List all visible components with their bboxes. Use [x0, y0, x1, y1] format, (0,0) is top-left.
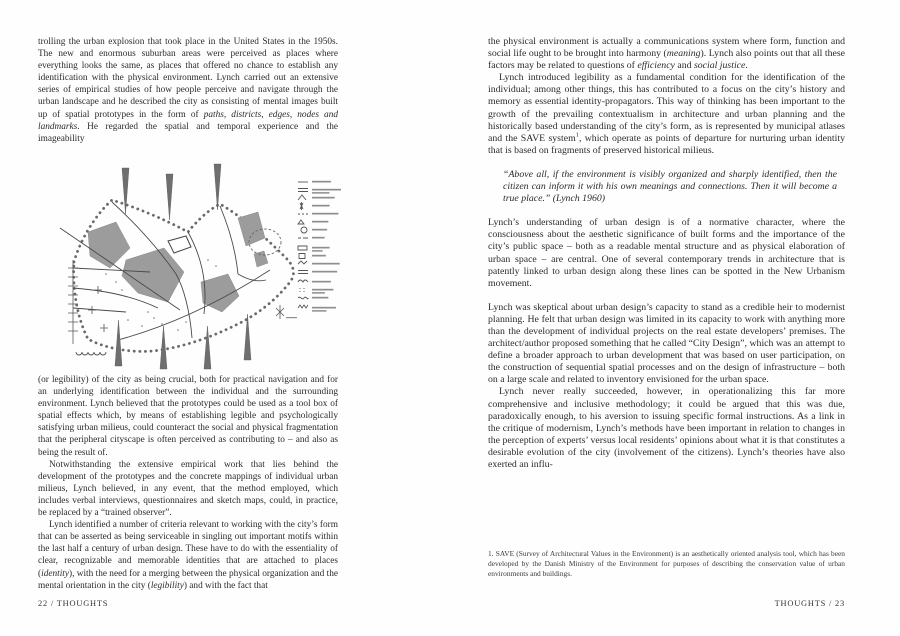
paragraph: Notwithstanding the extensive empirical work that lies behind the development of the prototypes and the concrete mappings of individual urban milieus, Lynch believed, in any event, that the method employed, which includes verbal interviews, questionnaires and sketch maps, could, in practice, be replaced by a “trained observer”.	[38, 459, 338, 519]
sketch-map-figure	[58, 162, 343, 370]
right-page-footer: THOUGHTS / 23	[774, 599, 845, 608]
paragraph: Lynch’s understanding of urban design is of a normative character, where the consciousness about the aesthetic significance of built forms and the importance of the city’s public space – both as a readable mental structure and as physical elaboration of urban space – are central. One of several contemporary trends in architecture that is patently linked to urban design along these lines can be spotted in the New Urbanism movement.	[488, 217, 845, 289]
right-page-column	[488, 36, 845, 471]
paragraph: the physical environment is actually a communications system where form, function and social life ought to be brought into harmony (meaning). Lynch also points out that all these factors may be related to questions of efficiency and social justice.	[488, 36, 845, 72]
left-page-footer: 22 / THOUGHTS	[38, 599, 109, 608]
paragraph: Lynch identified a number of criteria relevant to working with the city’s form that can be asserted as being serviceable in singling out important motifs within the last half a century of urban design. These have to do with the essentiality of clear, recognizable and memorable identities that are attached to places (identity), with the need for a merging between the physical organization and the mental orientation in the city (legibility) and with the fact that	[38, 520, 338, 591]
paragraph: Lynch never really succeeded, however, in operationalizing this far more comprehensive and inclusive methodology; it could be argued that this was due, paradoxically enough, to his aversion to issuing specific formal instructions. As a link in the critique of modernism, Lynch’s methods have been important in relation to changes in the perception of experts’ versus local residents’ opinions about what it is that constitutes a desirable evolution of the city (involvement of the citizens). Lynch’s theories have also exerted an influ-	[488, 386, 845, 470]
footnote: 1. SAVE (Survey of Architectural Values in the Environment) is an aesthetically oriented analysis tool, which has been developed by the Danish Ministry of the Environment for purposes of describing the conservation value of urban environments and buildings.	[488, 549, 845, 578]
left-page-column-top	[38, 36, 338, 145]
left-page-column-bottom	[38, 374, 338, 592]
map-edge-hatching	[68, 260, 78, 344]
paragraph: Lynch was skeptical about urban design’s capacity to stand as a credible heir to modernist planning. He felt that urban design was limited in its capacity to work with anything more than the development of individual projects on the real estate developers’ premises. The architect/author proposed something that he called “City Design”, which was an attempt to define a broader approach to urban development that was based on user participation, on the construction of sequential spatial processes and on the design of infrastructure – both on a large scale and related to inventory envisioned for the urban space.	[488, 301, 845, 386]
map-compass-icon	[276, 305, 297, 319]
paragraph: Lynch introduced legibility as a fundamental condition for the identification of the individual; among other things, this has contributed to a focus on the city’s history and memory as essential identity-propagators. This way of thinking has been important to the growth of the prevailing contextualism in architecture and urban planning and the historically based understanding of the city’s form, as is represented by municipal atlases and the SAVE system$^1$, which operate as points of departure for nurturing urban identity that is based on fragments of preserved historical milieus.	[488, 72, 845, 156]
map-legend	[298, 181, 341, 312]
block-quote: “Above all, if the environment is visibly organized and sharply identified, then the citizen can inform it with his own meanings and connections. Then it will become a true place.” (Lynch 1960)	[503, 168, 837, 205]
paragraph: (or legibility) of the city as being crucial, both for practical navigation and for an underlying identification between the individual and the surrounding environment. Lynch believed that the prototypes could be used as a tool box of spatial effects which, by means of establishing legible and psychologically satisfying urban milieus, could counteract the social and physical fragmentation that the peripheral cityscape is often perceived as contributing to – and also as being the result of.	[38, 375, 338, 458]
map-landmark	[168, 236, 191, 253]
map-scallop-marks	[76, 352, 106, 355]
paragraph: trolling the urban explosion that took place in the United States in the 1950s. The new and enormous suburban areas were perceived as places where everything looks the same, as places that offered no chance to establish any identification with the physical environment. Lynch carried out an extensive series of empirical studies of how people perceive and navigate through the urban landscape and he described the city as consisting of mental images built up of spatial prototypes in the form of paths, districts, edges, nodes and landmarks. He regarded the spatial and temporal experience and the imageability	[38, 37, 338, 144]
